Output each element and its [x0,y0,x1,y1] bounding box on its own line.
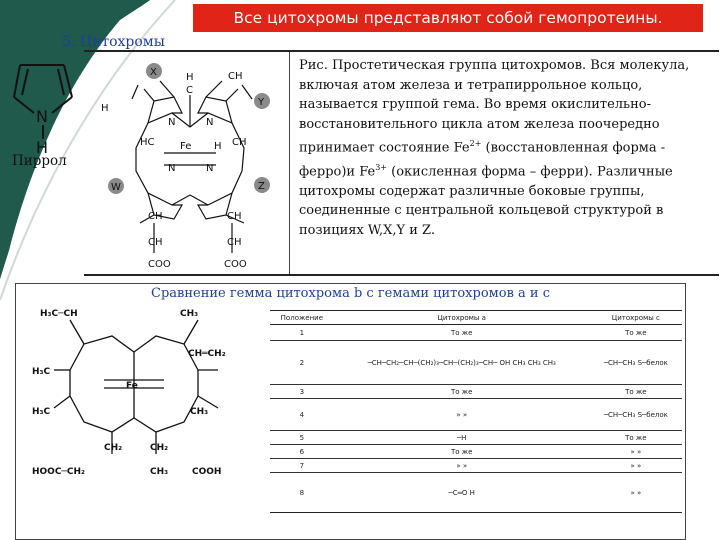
pyrrole-label: Пиррол [12,153,67,169]
heme-hc: HC [140,137,155,148]
heme-structure [92,53,288,271]
table-row: 2 ─CH─CH₂─CH─(CH₂)₃─CH─(CH₂)₃─CH─ OH CH₃ CH₃ CH₃ ─CH─CH₃ S─белок [270,341,682,385]
hb-h3c-left: H₃C [32,367,51,377]
hb-ch-ch2: CH═CH₂ [188,349,226,359]
heme-coo: COO [224,259,247,270]
heme-ch2-right: CH [227,211,242,222]
heme-h-mid: H [214,141,222,152]
hb-ch3-right: CH₃ [190,407,209,417]
figure-caption: Рис. Простетическая группа цитохромов. Вся молекула, включая атом железа и тетрапиррольное кольцо, называется группой гема. Во время окислительно- восстановительного цикла атом железа поочередно принимает состояние $Fe^{2+}$ (восстановленная форма - ферро)и $Fe^{3+}$ (окисленная форма – ферри). Различные цитохромы содержат различные боковые группы, соединенные с центральной кольцевой структурой в позициях W,X,Y и Z. [299,58,690,238]
table-row: 4 » » ─CH─CH₃ S─белок [270,399,682,431]
heme-ch2-left: CH [148,211,163,222]
table-header-row [270,311,682,325]
heme-h3c: H [101,103,109,114]
hb-h3c-ch: H₃C─CH [40,309,78,319]
sub-y: Y [258,97,265,108]
heme-ch: CH [232,137,247,148]
comparison-title: Сравнение гемма цитохрома b с гемами цитохромов a и c [151,286,550,301]
comparison-table [270,310,682,513]
heme-ch2-right-2: CH [227,237,242,248]
table-row: 7 » » » » [270,459,682,473]
panel-divider [289,52,290,274]
hb-ch2-left: CH₂ [104,443,123,453]
heme-b-structure [30,302,260,482]
pyrrole-structure [8,55,80,155]
hb-hooc: HOOC─CH₂ [32,467,85,477]
heme-ch2-left-2: CH [148,237,163,248]
hb-ch2-right: CH₂ [150,443,169,453]
col-header-c: Цитохромы c [590,311,682,325]
hb-h3c-low: H₃C [32,407,51,417]
table-row: 5 ─H То же [270,431,682,445]
table-row: 3 То же То же [270,385,682,399]
section-title: 5. Цитохромы [62,34,165,50]
heme-coo-minus: COO [148,259,171,270]
heme-n4: N [206,163,214,174]
hb-fe: Fe [126,381,138,391]
pyrrole-h: H [36,138,49,155]
hb-ch3-top: CH₃ [180,309,199,319]
heme-n2: N [206,117,214,128]
table-row: 8 ─C═O H » » [270,473,682,513]
table-row: 6 То же » » [270,445,682,459]
banner: Все цитохромы представляют собой гемопротеины. [193,4,703,32]
heme-n3: N [168,163,176,174]
sub-z: Z [258,181,265,192]
heme-h: H [186,72,194,83]
heme-n1: N [168,117,176,128]
col-header-a: Цитохромы a [334,311,590,325]
sub-w: W [111,182,121,193]
heme-fe: Fe [180,141,192,152]
heme-ch3-top: CH [228,71,243,82]
col-header-position: Положение [270,311,334,325]
heme-c: C [186,85,193,96]
sub-x: X [150,67,157,78]
hb-cooh: COOH [192,467,222,477]
pyrrole-n: N [36,107,48,126]
hb-ch3-bottom: CH₃ [150,467,169,477]
table-row: 1 То же То же [270,325,682,341]
